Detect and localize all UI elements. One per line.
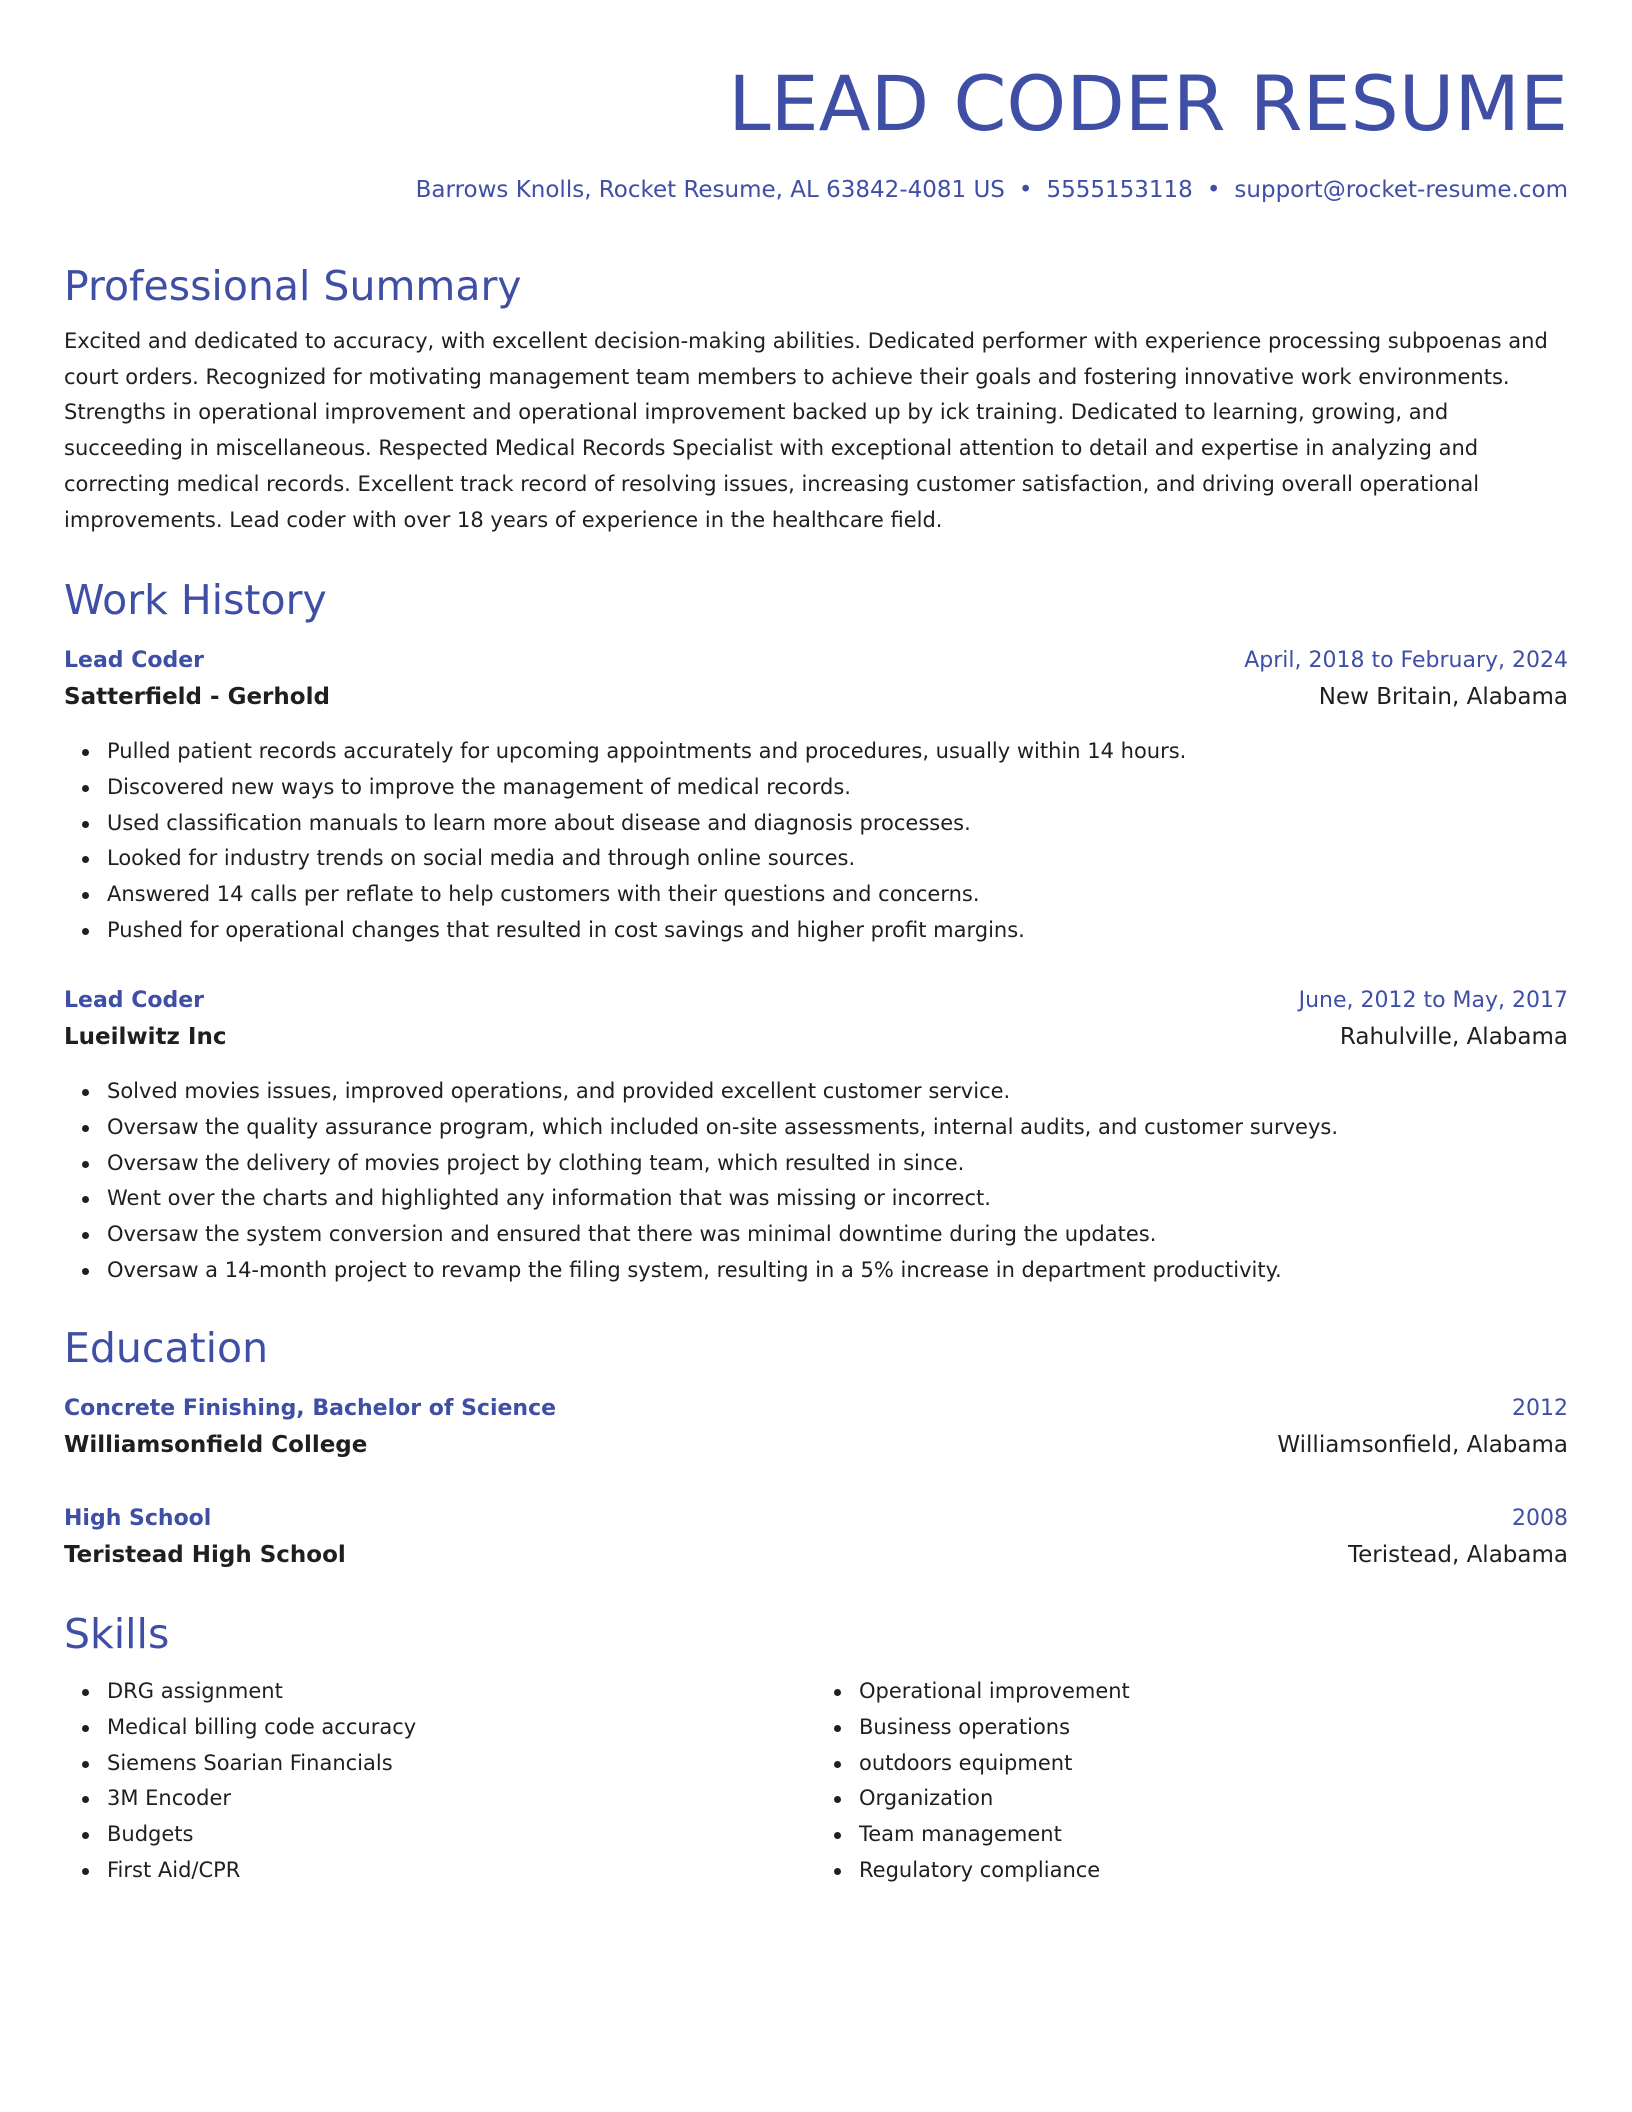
job-header-row [64, 648, 1568, 684]
education-school: Teristead High School [64, 1542, 346, 1568]
list-item: Oversaw the quality assurance program, which included on-site assessments, internal audits, and customer surveys. [107, 1110, 1568, 1146]
list-item: Oversaw the delivery of movies project by clothing team, which resulted in since. [107, 1146, 1568, 1182]
work-history-heading: Work History [64, 576, 327, 624]
education-year: 2012 [1512, 1396, 1568, 1421]
job-header-row [64, 988, 1568, 1024]
contact-email[interactable]: support@rocket-resume.com [1234, 177, 1568, 203]
skill-item: Regulatory compliance [859, 1853, 1568, 1889]
job-title: Lead Coder [64, 648, 204, 673]
list-item: Oversaw a 14-month project to revamp the filing system, resulting in a 5% increase in department productivity. [107, 1253, 1568, 1289]
skill-item: First Aid/CPR [107, 1853, 816, 1889]
list-item: Solved movies issues, improved operations, and provided excellent customer service. [107, 1074, 1568, 1110]
skill-item: Organization [859, 1781, 1568, 1817]
education-section [64, 1322, 1568, 1374]
resume-title: LEAD CODER RESUME [728, 59, 1568, 148]
skills-column-right [816, 1674, 1568, 1889]
job-entry [64, 988, 1568, 1289]
list-item: Oversaw the system conversion and ensured that there was minimal downtime during the updates. [107, 1217, 1568, 1253]
education-school-row [64, 1432, 1568, 1472]
list-item: Answered 14 calls per reflate to help customers with their questions and concerns. [107, 877, 1568, 913]
work-history-section [64, 574, 1568, 626]
list-item: Looked for industry trends on social media and through online sources. [107, 841, 1568, 877]
contact-address: Barrows Knolls, Rocket Resume, AL 63842-4081 US [415, 177, 1005, 203]
job-location: New Britain, Alabama [1318, 684, 1568, 710]
skill-item: Medical billing code accuracy [107, 1710, 816, 1746]
job-dates: April, 2018 to February, 2024 [1244, 648, 1568, 673]
skills-heading: Skills [64, 1610, 170, 1658]
education-school-row [64, 1542, 1568, 1582]
education-entry [64, 1506, 1568, 1582]
education-degree: Concrete Finishing, Bachelor of Science [64, 1396, 557, 1421]
education-location: Williamsonfield, Alabama [1277, 1432, 1568, 1458]
job-company: Satterfield - Gerhold [64, 684, 330, 710]
education-entry [64, 1396, 1568, 1472]
job-company-row [64, 684, 1568, 724]
education-header-row [64, 1506, 1568, 1542]
summary-heading: Professional Summary [64, 262, 522, 310]
contact-separator: • [1206, 177, 1221, 203]
list-item: Pulled patient records accurately for upcoming appointments and procedures, usually within 14 hours. [107, 734, 1568, 770]
education-heading: Education [64, 1324, 269, 1372]
contact-separator: • [1018, 177, 1033, 203]
list-item: Pushed for operational changes that resulted in cost savings and higher profit margins. [107, 913, 1568, 949]
skill-item: Business operations [859, 1710, 1568, 1746]
skill-item: Siemens Soarian Financials [107, 1746, 816, 1782]
job-company-row [64, 1024, 1568, 1064]
education-year: 2008 [1512, 1506, 1568, 1531]
job-title: Lead Coder [64, 988, 204, 1013]
list-item: Went over the charts and highlighted any information that was missing or incorrect. [107, 1181, 1568, 1217]
skill-item: outdoors equipment [859, 1746, 1568, 1782]
skill-item: DRG assignment [107, 1674, 816, 1710]
job-location: Rahulville, Alabama [1339, 1024, 1568, 1050]
job-entry [64, 648, 1568, 949]
summary-section [64, 260, 1568, 538]
job-company: Lueilwitz Inc [64, 1024, 227, 1050]
contact-line [416, 174, 1568, 206]
job-bullets [64, 734, 1568, 949]
education-location: Teristead, Alabama [1347, 1542, 1568, 1568]
education-school: Williamsonfield College [64, 1432, 368, 1458]
contact-phone[interactable]: 5555153118 [1046, 177, 1193, 203]
job-bullets [64, 1074, 1568, 1289]
job-dates: June, 2012 to May, 2017 [1298, 988, 1568, 1013]
skill-item: Budgets [107, 1817, 816, 1853]
list-item: Used classification manuals to learn more about disease and diagnosis processes. [107, 806, 1568, 842]
skills-column-left [64, 1674, 816, 1889]
list-item: Discovered new ways to improve the management of medical records. [107, 770, 1568, 806]
education-degree: High School [64, 1506, 212, 1531]
skill-item: 3M Encoder [107, 1781, 816, 1817]
skills-list [64, 1674, 1568, 1889]
skill-item: Operational improvement [859, 1674, 1568, 1710]
summary-text: Excited and dedicated to accuracy, with excellent decision-making abilities. Dedicated performer with experience processing subpoenas and court orders. Recognized for motivating management team members to achieve their goals and fostering innovative work environments. Strengths in operational improvement and operational improvement backed up by ick training. Dedicated to learning, growing, and succeeding in miscellaneous. Respected Medical Records Specialist with exceptional attention to detail and expertise in analyzing and correcting medical records. Excellent track record of resolving issues, increasing customer satisfaction, and driving overall operational improvements. Lead coder with over 18 years of experience in the healthcare field. [64, 329, 1548, 532]
skills-section [64, 1608, 1568, 1660]
education-header-row [64, 1396, 1568, 1432]
skill-item: Team management [859, 1817, 1568, 1853]
